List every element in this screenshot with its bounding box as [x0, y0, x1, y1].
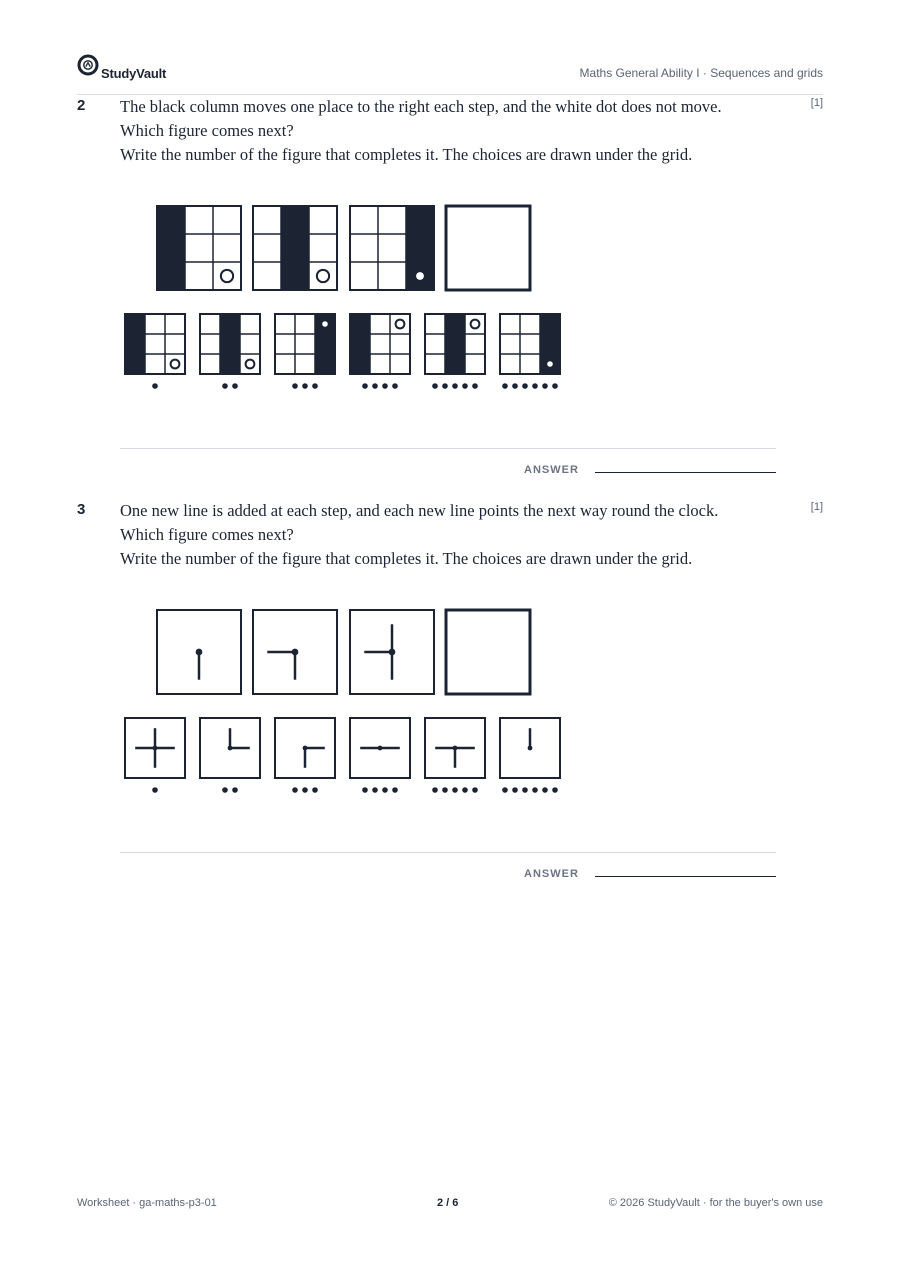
- label-dot: [302, 787, 308, 793]
- label-dot: [392, 787, 398, 793]
- choice-figure-3: [275, 314, 335, 374]
- black-column: [220, 314, 240, 374]
- label-dot: [522, 383, 528, 389]
- label-dot: [382, 383, 388, 389]
- center-dot: [453, 746, 458, 751]
- label-dot: [452, 787, 458, 793]
- question-prompt: One new line is added at each step, and each new line points the next way round the clock. Which figure comes next?: [120, 501, 719, 544]
- label-dot: [312, 383, 318, 389]
- black-column: [157, 206, 185, 290]
- running-head: Maths General Ability I · Sequences and grids: [579, 66, 823, 80]
- label-dot: [472, 383, 478, 389]
- choice-figure-4: [350, 718, 410, 778]
- center-dot: [378, 746, 383, 751]
- copyright: © 2026 StudyVault · for the buyer's own use: [608, 1197, 823, 1209]
- studyvault-logo-icon: [77, 54, 99, 76]
- sequence-figure-3: [350, 206, 434, 290]
- answer-input-line[interactable]: [595, 876, 776, 877]
- question-prompt: The black column moves one place to the right each step, and the white dot does not move. Which figure comes next?: [120, 97, 722, 140]
- label-dot: [442, 787, 448, 793]
- sequence-figure-1: [157, 206, 241, 290]
- choice-label-dots: [292, 383, 318, 389]
- choice-figure-4: [350, 314, 410, 374]
- question-instruction: Write the number of the figure that completes it. The choices are drawn under the grid.: [120, 145, 693, 164]
- sequence-figure-1: [157, 610, 241, 694]
- label-dot: [312, 787, 318, 793]
- choice-label-dots: [432, 383, 478, 389]
- choice-figure-2: [200, 718, 260, 778]
- page-number: 2 / 6: [437, 1197, 459, 1209]
- choice-label-dots: [152, 787, 158, 793]
- black-column: [125, 314, 145, 374]
- choice-figure-1: [125, 314, 185, 374]
- label-dot: [362, 383, 368, 389]
- black-column: [445, 314, 465, 374]
- blank-answer-tile: [446, 610, 530, 694]
- label-dot: [502, 383, 508, 389]
- choice-label-dots: [292, 787, 318, 793]
- dot-marker: [322, 321, 328, 327]
- answer-label: ANSWER: [524, 868, 579, 880]
- label-dot: [292, 787, 298, 793]
- answer-divider: [120, 852, 776, 853]
- question-number: 2: [77, 97, 86, 114]
- question-instruction: Write the number of the figure that completes it. The choices are drawn under the grid.: [120, 549, 693, 568]
- label-dot: [532, 787, 538, 793]
- label-dot: [552, 787, 558, 793]
- black-column: [281, 206, 309, 290]
- blank-answer-tile: [446, 206, 530, 290]
- label-dot: [362, 787, 368, 793]
- choice-figure-6: [500, 314, 560, 374]
- sequence-figure-4: [446, 206, 530, 290]
- choice-figure-5: [425, 314, 485, 374]
- center-dot: [196, 649, 203, 656]
- sequence-figure-4: [446, 610, 530, 694]
- answer-input-line[interactable]: [595, 472, 776, 473]
- worksheet-id: Worksheet · ga-maths-p3-01: [77, 1197, 217, 1209]
- page-header: [77, 54, 823, 95]
- choice-label-dots: [502, 383, 558, 389]
- choice-label-dots: [222, 787, 238, 793]
- choice-label-dots: [362, 383, 398, 389]
- sequence-figure-2: [253, 206, 337, 290]
- label-dot: [302, 383, 308, 389]
- center-dot: [228, 746, 233, 751]
- center-dot: [292, 649, 299, 656]
- answer-label: ANSWER: [524, 464, 579, 476]
- label-dot: [432, 383, 438, 389]
- label-dot: [542, 383, 548, 389]
- label-dot: [222, 383, 228, 389]
- label-dot: [222, 787, 228, 793]
- dot-marker: [547, 361, 553, 367]
- question-number: 3: [77, 501, 86, 518]
- choice-label-dots: [502, 787, 558, 793]
- choice-figure-2: [200, 314, 260, 374]
- label-dot: [372, 787, 378, 793]
- choice-figure-1: [125, 718, 185, 778]
- label-dot: [392, 383, 398, 389]
- label-dot: [372, 383, 378, 389]
- sequence-figure-3: [350, 610, 434, 694]
- label-dot: [522, 787, 528, 793]
- center-dot: [153, 746, 158, 751]
- label-dot: [432, 787, 438, 793]
- label-dot: [462, 787, 468, 793]
- choice-label-dots: [432, 787, 478, 793]
- choice-figure-5: [425, 718, 485, 778]
- page-footer: [77, 1197, 823, 1213]
- brand-name: StudyVault: [101, 66, 167, 81]
- label-dot: [512, 787, 518, 793]
- choice-label-dots: [152, 383, 158, 389]
- label-dot: [152, 383, 158, 389]
- center-dot: [389, 649, 396, 656]
- label-dot: [532, 383, 538, 389]
- label-dot: [542, 787, 548, 793]
- label-dot: [512, 383, 518, 389]
- question-marks: [1]: [810, 501, 823, 513]
- label-dot: [232, 383, 238, 389]
- label-dot: [502, 787, 508, 793]
- choice-figure-3: [275, 718, 335, 778]
- question-marks: [1]: [810, 97, 823, 109]
- label-dot: [472, 787, 478, 793]
- label-dot: [382, 787, 388, 793]
- answer-divider: [120, 448, 776, 449]
- label-dot: [442, 383, 448, 389]
- sequence-figure-2: [253, 610, 337, 694]
- choice-figure-6: [500, 718, 560, 778]
- center-dot: [528, 746, 533, 751]
- choice-label-dots: [362, 787, 398, 793]
- label-dot: [232, 787, 238, 793]
- label-dot: [552, 383, 558, 389]
- label-dot: [292, 383, 298, 389]
- black-column: [350, 314, 370, 374]
- label-dot: [452, 383, 458, 389]
- choice-label-dots: [222, 383, 238, 389]
- dot-marker: [416, 272, 424, 280]
- label-dot: [152, 787, 158, 793]
- label-dot: [462, 383, 468, 389]
- pattern-figure: [77, 501, 823, 811]
- center-dot: [303, 746, 308, 751]
- pattern-figure: [77, 97, 823, 407]
